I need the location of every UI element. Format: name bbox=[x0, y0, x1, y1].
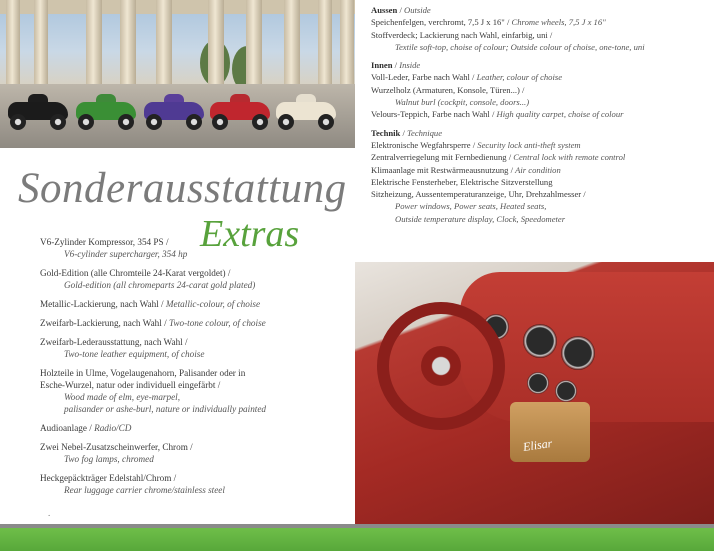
section-outside: Aussen / Outside Speichenfelgen, verchromt, 7,5 J x 16" / Chrome wheels, 7,5 J x 16" Stoffverdeck; Lackierung nach Wahl, einfarbig, uni / Textile soft-top, choise of colour; Outside colour of choise, one-tone, uni bbox=[371, 4, 711, 53]
gate-column bbox=[6, 0, 20, 92]
list-item bbox=[40, 267, 340, 291]
section-line: Elektrische Fensterheber, Elektrische Sitzverstellung bbox=[371, 176, 553, 187]
extras-list bbox=[40, 236, 340, 503]
list-item bbox=[40, 441, 340, 465]
page-title: Sonderausstattung bbox=[18, 165, 347, 212]
item-en: Two-tone leather equipment, of choise bbox=[64, 348, 205, 359]
gate-column bbox=[120, 0, 136, 92]
item-en: Rear luggage carrier chrome/stainless steel bbox=[64, 485, 225, 495]
gate-column bbox=[34, 0, 48, 92]
gate-entablature bbox=[0, 0, 355, 14]
gauge bbox=[555, 380, 577, 402]
section-line: Speichenfelgen, verchromt, 7,5 J x 16" / Chrome wheels, 7,5 J x 16" bbox=[371, 17, 606, 28]
section-line: Velours-Teppich, Farbe nach Wahl / High quality carpet, choise of colour bbox=[371, 109, 624, 120]
item-en: Two-tone colour, of choise bbox=[168, 317, 266, 328]
item-en: Gold-edition (all chromeparts 24-carat gold plated) bbox=[64, 280, 256, 291]
car-black bbox=[4, 92, 72, 132]
list-item bbox=[40, 236, 340, 260]
section-line: Voll-Leder, Farbe nach Wahl / Leather, colour of choise bbox=[371, 72, 563, 83]
gauge bbox=[561, 336, 595, 370]
gauge bbox=[523, 324, 557, 358]
section-line: Walnut burl (cockpit, console, doors...) bbox=[395, 97, 530, 108]
item-en: Wood made of elm, eye-marpel, bbox=[64, 392, 181, 402]
item-de: Gold-Edition (alle Chromteile 24-Karat vergoldet) / bbox=[40, 268, 231, 278]
item-de: Holzteile in Ulme, Vogelaugenahorn, Palisander oder in Esche-Wurzel, natur oder individuell eingefärbt / bbox=[40, 367, 246, 390]
section-line: Power windows, Power seats, Heated seats, bbox=[395, 201, 547, 212]
item-en: Two fog lamps, chromed bbox=[64, 454, 154, 464]
section-line: Sitzheizung, Aussentemperaturanzeige, Uhr, Drehzahlmesser / bbox=[371, 189, 586, 200]
list-item bbox=[40, 422, 340, 434]
gate-column bbox=[246, 0, 262, 92]
section-heading-en: Technique bbox=[407, 127, 443, 138]
item-de: Audioanlage / bbox=[40, 423, 92, 433]
item-en: Radio/CD bbox=[94, 423, 132, 433]
list-item bbox=[40, 472, 340, 496]
item-de: Zweifarb-Lackierung, nach Wahl / bbox=[40, 317, 167, 328]
section-heading-en: Outside bbox=[403, 5, 431, 15]
car-green bbox=[72, 92, 140, 132]
gate-column bbox=[208, 0, 224, 92]
interior-photo bbox=[355, 262, 714, 524]
section-heading: Technik bbox=[371, 127, 401, 138]
gate-column bbox=[340, 0, 354, 92]
car-red bbox=[206, 92, 274, 132]
section-line: Zentralverriegelung mit Fernbedienung / Central lock with remote control bbox=[371, 152, 626, 163]
gate-column bbox=[156, 0, 172, 92]
item-de: Heckgepäckträger Edelstahl/Chrom / bbox=[40, 472, 177, 483]
item-de: Metallic-Lackierung, nach Wahl / bbox=[40, 299, 164, 309]
gauge bbox=[527, 372, 549, 394]
item-de: V6-Zylinder Kompressor, 354 PS / bbox=[40, 237, 169, 247]
page-subtitle: Extras bbox=[200, 213, 300, 255]
item-en: V6-cylinder supercharger, 354 hp bbox=[64, 249, 188, 260]
section-heading-en: Inside bbox=[399, 60, 421, 71]
section-technique: Technik / Technique Elektronische Wegfahrsperre / Security lock anti-theft system Zentralverriegelung mit Fernbedienung / Central lock with remote control Klimaanlage mit Restwärmeausnutzung / Air condition Elektrische Fensterheber, Elektrische Sitzverstellung Sitzheizung, Aussentemperaturanzeige, Uhr, Drehzahlmesser / Power windows, Power seats, Heated seats, Outside temperature display, Clock, Speedometer bbox=[371, 127, 711, 225]
gate-column bbox=[284, 0, 300, 92]
item-en: Metallic-colour, of choise bbox=[165, 299, 261, 309]
equipment-sections bbox=[371, 4, 711, 231]
footer-band bbox=[0, 528, 714, 551]
gate-column bbox=[318, 0, 332, 92]
list-item bbox=[40, 367, 340, 416]
list-item bbox=[40, 298, 340, 310]
section-line: Elektronische Wegfahrsperre / Security lock anti-theft system bbox=[371, 139, 581, 150]
wood-console bbox=[510, 402, 590, 462]
section-line: Textile soft-top, choise of colour; Outside colour of choise, one-tone, uni bbox=[395, 41, 645, 52]
section-line: Wurzelholz (Armaturen, Konsole, Türen...) / bbox=[371, 84, 525, 95]
list-item bbox=[40, 317, 340, 329]
brand-badge: Elisar bbox=[522, 436, 554, 454]
section-heading: Innen bbox=[371, 60, 393, 71]
cars-photo bbox=[0, 0, 355, 148]
section-heading: Aussen bbox=[371, 5, 398, 15]
steering-hub bbox=[421, 346, 461, 386]
item-en: palisander or ashe-burl, nature or individually painted bbox=[64, 404, 267, 415]
item-de: Zweifarb-Lederausstattung, nach Wahl / bbox=[40, 336, 188, 347]
section-line: Stoffverdeck; Lackierung nach Wahl, einfarbig, uni / bbox=[371, 29, 553, 40]
footer-mark: . bbox=[48, 508, 51, 518]
section-line: Outside temperature display, Clock, Speedometer bbox=[395, 213, 566, 224]
item-de: Zwei Nebel-Zusatzscheinwerfer, Chrom / bbox=[40, 441, 193, 452]
gate-column bbox=[86, 0, 102, 92]
list-item bbox=[40, 336, 340, 360]
section-line: Klimaanlage mit Restwärmeausnutzung / Air condition bbox=[371, 164, 561, 175]
car-purple bbox=[140, 92, 208, 132]
section-inside: Innen / Inside Voll-Leder, Farbe nach Wahl / Leather, colour of choise Wurzelholz (Armaturen, Konsole, Türen...) / Walnut burl (cockpit, console, doors...) Velours-Teppich, Farbe nach Wahl / High quality carpet, choise of colour bbox=[371, 59, 711, 120]
car-cream bbox=[272, 92, 340, 132]
